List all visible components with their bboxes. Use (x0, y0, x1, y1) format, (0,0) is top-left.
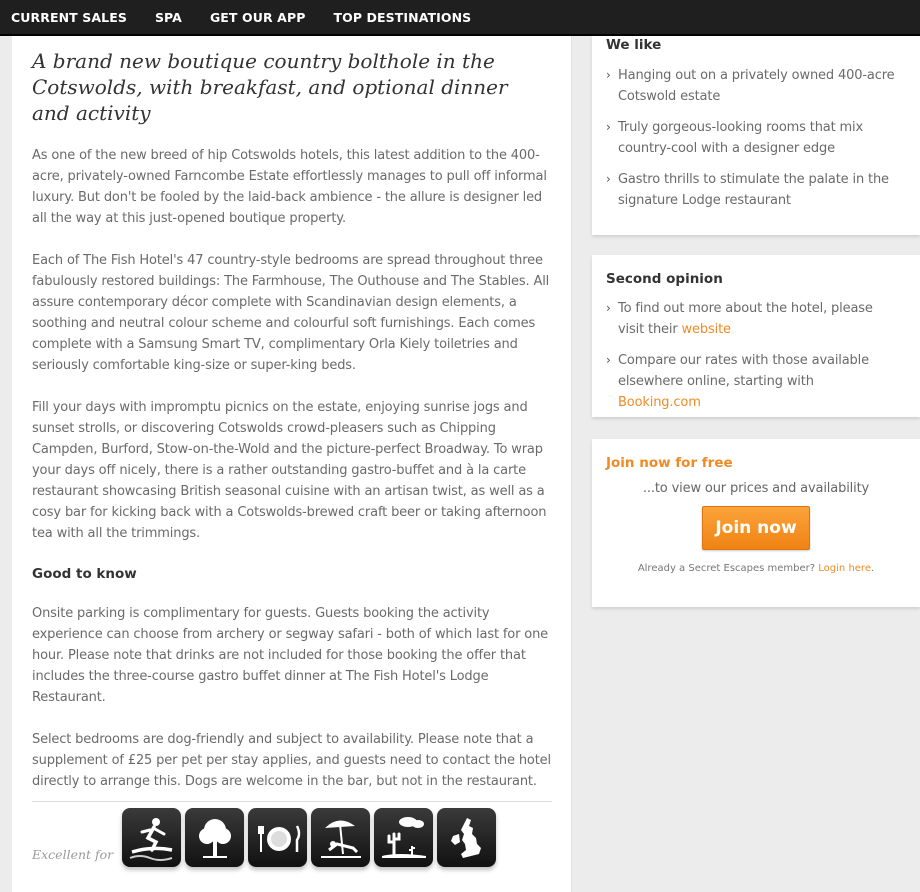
good-to-know-paragraph: Onsite parking is complimentary for guests. Guests booking the activity experience can choose from archery or segway safari - both of which last for one hour. Please note that drinks are not included for those booking the offer that includes the three-course gastro buffet dinner at The Fish Hotel's Lodge Restaurant. (32, 606, 549, 705)
we-like-list (606, 65, 906, 211)
beach-icon (311, 808, 370, 867)
uk-map-icon (437, 808, 496, 867)
description-paragraph: Each of The Fish Hotel's 47 country-style bedrooms are spread throughout three fabulously restored buildings: The Farmhouse, The Outhouse and The Stables. All assure contemporary décor complete with Scandinavian design elements, a soothing and neutral colour scheme and colourful soft furnishings. Each comes complete with a Samsung Smart TV, complimentary Orla Kiely toiletries and seriously comfortable king-size or super-king beds. (32, 253, 550, 373)
chevron-right-icon: › (606, 301, 611, 315)
chevron-right-icon: › (606, 68, 611, 82)
chevron-right-icon: › (606, 172, 611, 186)
second-opinion-panel (592, 255, 920, 417)
second-opinion-text: Compare our rates with those available elsewhere online, starting with (618, 353, 869, 389)
list-item (606, 117, 896, 159)
login-suffix: . (870, 563, 875, 574)
divider (32, 801, 552, 802)
good-to-know-paragraph: Select bedrooms are dog-friendly and subject to availability. Please note that a supplement of £25 per pet per stay applies, and guests need to contact the hotel directly to arrange this. Dogs are welcome in the bar, but not in the restaurant. (32, 732, 551, 789)
we-like-text: Truly gorgeous-looking rooms that mix country-cool with a designer edge (618, 120, 864, 156)
member-text: Already a Secret Escapes member? (637, 563, 819, 574)
booking-link[interactable]: Booking.com (618, 395, 701, 410)
nav-spa[interactable]: SPA (154, 9, 182, 25)
nav-get-our-app[interactable]: GET OUR APP (209, 9, 306, 25)
surfing-icon (122, 808, 181, 867)
description-paragraph: As one of the new breed of hip Cotswolds hotels, this latest addition to the 400-acre, privately-owned Farncombe Estate effortlessly manages to pull off informal luxury. But don't be fooled by the laid-back ambience - the allure is designer led all the way at this just-opened boutique property. (32, 148, 547, 226)
join-subtitle: ...to view our prices and availability (642, 481, 870, 496)
list-item (606, 169, 896, 211)
we-like-title: We like (606, 37, 662, 53)
website-link[interactable]: website (681, 322, 731, 337)
desert-icon (374, 808, 433, 867)
nav-top-destinations[interactable]: TOP DESTINATIONS (333, 9, 472, 25)
tree-icon (185, 808, 244, 867)
second-opinion-text: To find out more about the hotel, please visit their (618, 301, 873, 337)
top-nav (0, 0, 920, 36)
chevron-right-icon: › (606, 120, 611, 134)
list-item (606, 350, 896, 413)
join-now-button[interactable]: Join now (702, 506, 810, 550)
excellent-for-icons (122, 808, 500, 867)
list-item (606, 65, 896, 107)
join-title: Join now for free (606, 455, 733, 471)
second-opinion-list (606, 298, 906, 413)
excellent-for-label: Excellent for (32, 847, 114, 862)
dining-icon (248, 808, 307, 867)
chevron-right-icon: › (606, 353, 611, 367)
we-like-text: Hanging out on a privately owned 400-acre Cotswold estate (618, 68, 895, 104)
member-login-text (606, 563, 906, 574)
nav-current-sales[interactable]: CURRENT SALES (11, 9, 127, 25)
list-item (606, 298, 896, 340)
join-panel (592, 439, 920, 607)
we-like-text: Gastro thrills to stimulate the palate in the signature Lodge restaurant (618, 172, 889, 208)
page-headline: A brand new boutique country bolthole in the Cotswolds, with breakfast, and optional dinner and activity (32, 49, 508, 125)
description-paragraph: Fill your days with impromptu picnics on the estate, enjoying sunrise jogs and sunset strolls, or discovering Cotswolds crowd-pleasers such as Chipping Campden, Burford, Stow-on-the-Wold and the picture-perfect Broadway. To wrap your days off nicely, there is a rather outstanding gastro-buffet and à la carte restaurant showcasing British seasonal cuisine with an artisan twist, as well as a cosy bar for kicking back with a Cotswolds-brewed craft beer or taking afternoon tea with all the trimmings. (32, 400, 547, 541)
good-to-know-heading: Good to know (32, 566, 137, 582)
main-content (12, 36, 572, 892)
second-opinion-title: Second opinion (606, 271, 723, 287)
login-link[interactable]: Login here (818, 563, 871, 574)
we-like-panel (592, 36, 920, 235)
